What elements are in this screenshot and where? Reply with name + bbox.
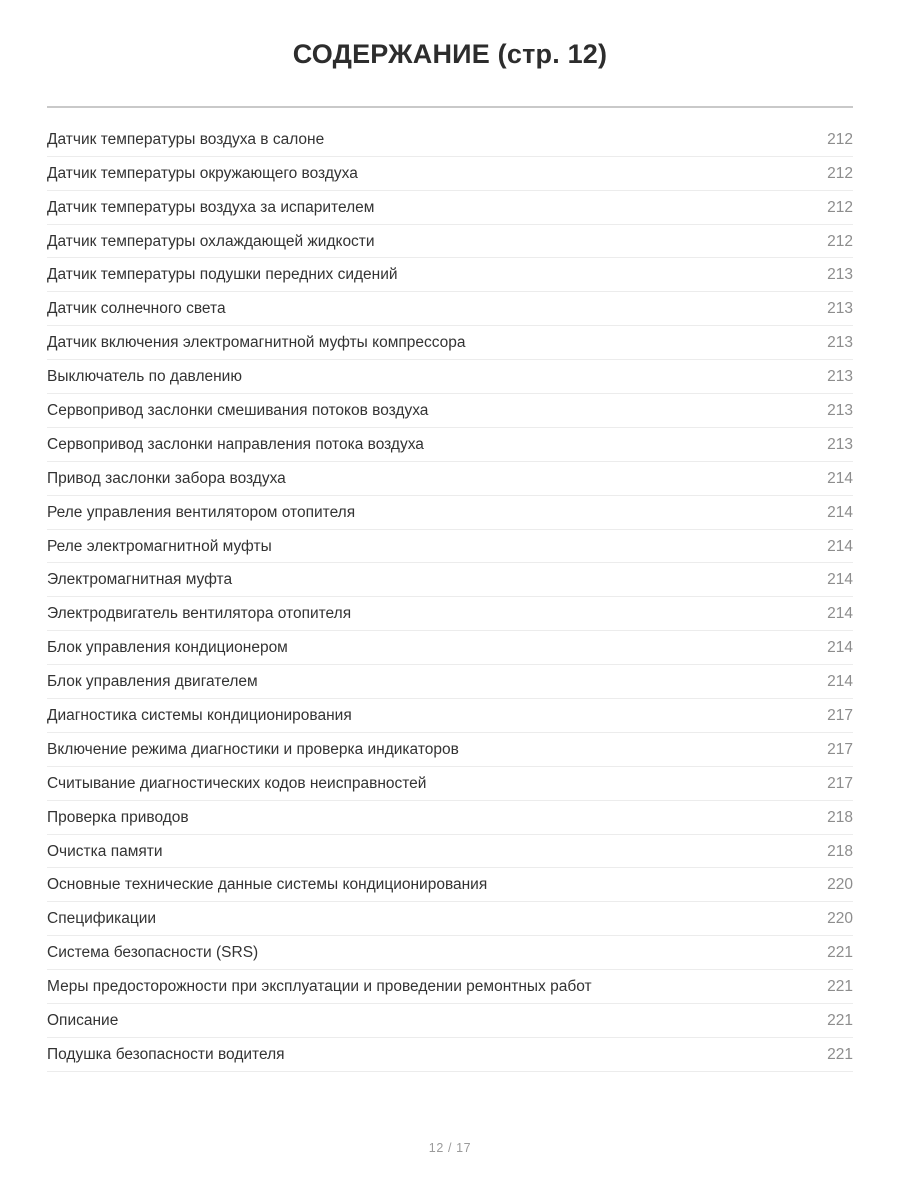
toc-entry-page-number: 213 — [827, 368, 853, 386]
toc-entry[interactable] — [47, 496, 853, 530]
toc-entry-page-number: 221 — [827, 1012, 853, 1030]
toc-entry-label: Датчик солнечного света — [47, 300, 226, 318]
page-indicator: 12 / 17 — [428, 1141, 472, 1155]
toc-entry-page-number: 214 — [827, 673, 853, 691]
toc-entry-label: Проверка приводов — [47, 808, 189, 826]
toc-entry-label: Описание — [47, 1012, 119, 1030]
toc-entry-page-number: 214 — [827, 469, 853, 487]
toc-entry-page-number: 213 — [827, 266, 853, 284]
toc-entry[interactable] — [47, 902, 853, 936]
page-title: СОДЕРЖАНИЕ (стр. 12) — [292, 39, 608, 69]
toc-entry-page-number: 220 — [827, 876, 853, 894]
toc-entry-page-number: 212 — [827, 198, 853, 216]
toc-entry-label: Блок управления кондиционером — [47, 639, 288, 657]
toc-entry-page-number: 214 — [827, 503, 853, 521]
toc-entry-label: Датчик температуры охлаждающей жидкости — [47, 232, 375, 250]
toc-entry-page-number: 218 — [827, 808, 853, 826]
toc-entry[interactable] — [47, 108, 853, 157]
toc-entry[interactable] — [47, 530, 853, 564]
toc-entry[interactable] — [47, 597, 853, 631]
toc-entry-label: Датчик температуры подушки передних сидений — [47, 266, 398, 284]
toc-entry[interactable] — [47, 699, 853, 733]
toc-entry-page-number: 214 — [827, 537, 853, 555]
toc-entry[interactable] — [47, 936, 853, 970]
toc-entry[interactable] — [47, 191, 853, 225]
toc-entry-label: Сервопривод заслонки смешивания потоков воздуха — [47, 401, 429, 419]
toc-entry-label: Система безопасности (SRS) — [47, 944, 259, 962]
toc-entry-label: Датчик температуры воздуха в салоне — [47, 130, 325, 148]
toc-entry-label: Реле управления вентилятором отопителя — [47, 503, 356, 521]
toc-entry-page-number: 212 — [827, 232, 853, 250]
page-footer — [0, 1139, 900, 1157]
toc-entry-page-number: 213 — [827, 300, 853, 318]
toc-entry[interactable] — [47, 292, 853, 326]
toc-entry-page-number: 221 — [827, 1045, 853, 1063]
table-of-contents — [47, 108, 853, 1072]
toc-entry[interactable] — [47, 970, 853, 1004]
toc-entry-page-number: 214 — [827, 639, 853, 657]
toc-entry-page-number: 213 — [827, 401, 853, 419]
toc-entry[interactable] — [47, 1004, 853, 1038]
toc-entry-page-number: 212 — [827, 130, 853, 148]
toc-entry[interactable] — [47, 835, 853, 869]
toc-entry[interactable] — [47, 801, 853, 835]
toc-entry-label: Выключатель по давлению — [47, 368, 242, 386]
toc-entry-label: Датчик температуры воздуха за испарителем — [47, 198, 375, 216]
toc-entry[interactable] — [47, 665, 853, 699]
toc-entry-page-number: 218 — [827, 842, 853, 860]
toc-entry-label: Включение режима диагностики и проверка индикаторов — [47, 740, 459, 758]
toc-entry-label: Очистка памяти — [47, 842, 163, 860]
toc-entry-page-number: 217 — [827, 740, 853, 758]
toc-entry-label: Реле электромагнитной муфты — [47, 537, 272, 555]
toc-entry[interactable] — [47, 1038, 853, 1072]
toc-entry-label: Привод заслонки забора воздуха — [47, 469, 286, 487]
toc-entry-label: Электромагнитная муфта — [47, 571, 233, 589]
toc-entry-page-number: 221 — [827, 978, 853, 996]
toc-entry[interactable] — [47, 631, 853, 665]
toc-entry-page-number: 213 — [827, 334, 853, 352]
toc-entry-page-number: 212 — [827, 164, 853, 182]
toc-entry-page-number: 213 — [827, 435, 853, 453]
toc-entry[interactable] — [47, 868, 853, 902]
toc-entry-page-number: 220 — [827, 910, 853, 928]
toc-entry-page-number: 214 — [827, 571, 853, 589]
toc-entry[interactable] — [47, 767, 853, 801]
toc-entry-page-number: 217 — [827, 774, 853, 792]
toc-entry-page-number: 217 — [827, 707, 853, 724]
toc-entry[interactable] — [47, 258, 853, 292]
toc-entry[interactable] — [47, 360, 853, 394]
toc-entry[interactable] — [47, 462, 853, 496]
toc-entry-label: Спецификации — [47, 910, 157, 928]
toc-entry[interactable] — [47, 428, 853, 462]
toc-entry-label: Подушка безопасности водителя — [47, 1045, 285, 1063]
toc-entry[interactable] — [47, 563, 853, 597]
toc-entry[interactable] — [47, 326, 853, 360]
toc-entry-page-number: 221 — [827, 944, 853, 962]
toc-entry[interactable] — [47, 394, 853, 428]
toc-entry-label: Основные технические данные системы кондиционирования — [47, 876, 488, 894]
toc-entry-label: Сервопривод заслонки направления потока воздуха — [47, 435, 424, 453]
toc-entry[interactable] — [47, 733, 853, 767]
toc-entry-label: Датчик температуры окружающего воздуха — [47, 164, 358, 182]
toc-entry-label: Меры предосторожности при эксплуатации и проведении ремонтных работ — [47, 978, 592, 996]
toc-entry-label: Диагностика системы кондиционирования — [47, 707, 352, 724]
toc-entry-label: Электродвигатель вентилятора отопителя — [47, 605, 352, 623]
toc-entry-page-number: 214 — [827, 605, 853, 623]
toc-entry-label: Датчик включения электромагнитной муфты компрессора — [47, 334, 466, 352]
toc-entry[interactable] — [47, 157, 853, 191]
toc-entry-label: Блок управления двигателем — [47, 673, 258, 691]
toc-entry[interactable] — [47, 225, 853, 259]
toc-entry-label: Считывание диагностических кодов неисправностей — [47, 774, 427, 792]
